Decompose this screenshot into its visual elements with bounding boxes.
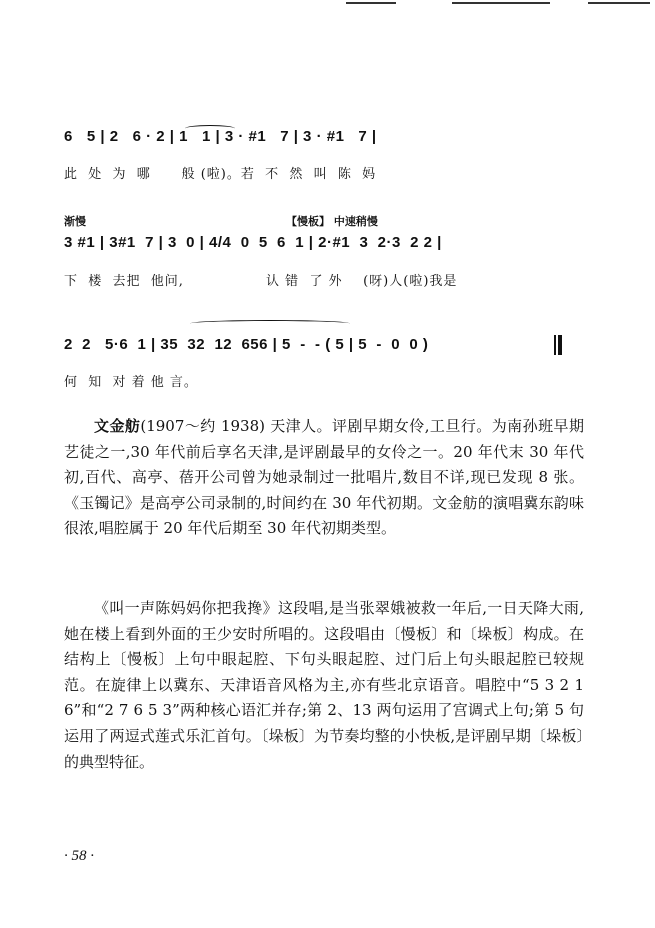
- top-rule-mid: [452, 2, 550, 4]
- score-line-3-notation: 2 2 5·6 1 | 35 32 12 656 | 5 - - ( 5 | 5 - 0 0 ): [64, 336, 429, 353]
- tempo-mark-banban: 【慢板】 中速稍慢: [286, 215, 378, 228]
- performer-name: 文金舫: [94, 417, 141, 435]
- top-rule-left: [346, 2, 396, 4]
- final-barline-thin: [554, 335, 556, 355]
- score-line-1-notation: 6 5 | 2 6 · 2 | 1 1 | 3 · #1 7 | 3 · #1 7 |: [64, 128, 377, 145]
- paragraph-analysis: 《叫一声陈妈妈你把我搀》这段唱,是当张翠娥被救一年后,一日天降大雨,她在楼上看到外面的王少安时所唱的。这段唱由〔慢板〕和〔垛板〕构成。在结构上〔慢板〕上句中眼起腔、下句头眼起腔、过门后上句头眼起腔已较规范。在旋律上以冀东、天津语音风格为主,亦有些北京语音。唱腔中“5 3 2 1 6”和“2 7 6 5 3”两种核心语汇并存;第 2、13 两句运用了宫调式上句;第 5 句运用了两逗式莲式乐汇首句。〔垛板〕为节奏均整的小快板,是评剧早期〔垛板〕的典型特征。: [64, 599, 584, 771]
- page-number: · 58 ·: [64, 848, 94, 864]
- score-line-2-notation: 3 #1 | 3#1 7 | 3 0 | 4/4 0 5 6 1 | 2·#1 3 2·3 2 2 |: [64, 234, 442, 251]
- score-line-2-lyrics: 下 楼 去把 他问, 认 错 了 外 (呀)人(啦)我是: [64, 274, 458, 289]
- top-rule-right: [588, 2, 650, 4]
- score-line-1-lyrics: 此 处 为 哪 般 (啦)。若 不 然 叫 陈 妈: [64, 167, 377, 182]
- biography-text: (1907～约 1938) 天津人。评剧早期女伶,工旦行。为南孙班早期艺徒之一,30 年代前后享名天津,是评剧最早的女伶之一。20 年代末 30 年代初,百代、高亭、蓓开公司曾为她录制过一批唱片,数目不详,现已发现 8 张。《玉镯记》是高亭公司录制的,时间约在 30 年代初期。文金舫的演唱冀东韵味很浓,唱腔属于 20 年代后期至 30 年代初期类型。: [64, 417, 584, 538]
- tempo-mark-left: 渐慢: [64, 216, 86, 228]
- score-line-3-lyrics: 何 知 对 着 他 言。: [64, 375, 198, 390]
- final-barline-thick: [558, 335, 562, 355]
- slur-arc: [190, 320, 350, 327]
- paragraph-biography: [64, 414, 584, 542]
